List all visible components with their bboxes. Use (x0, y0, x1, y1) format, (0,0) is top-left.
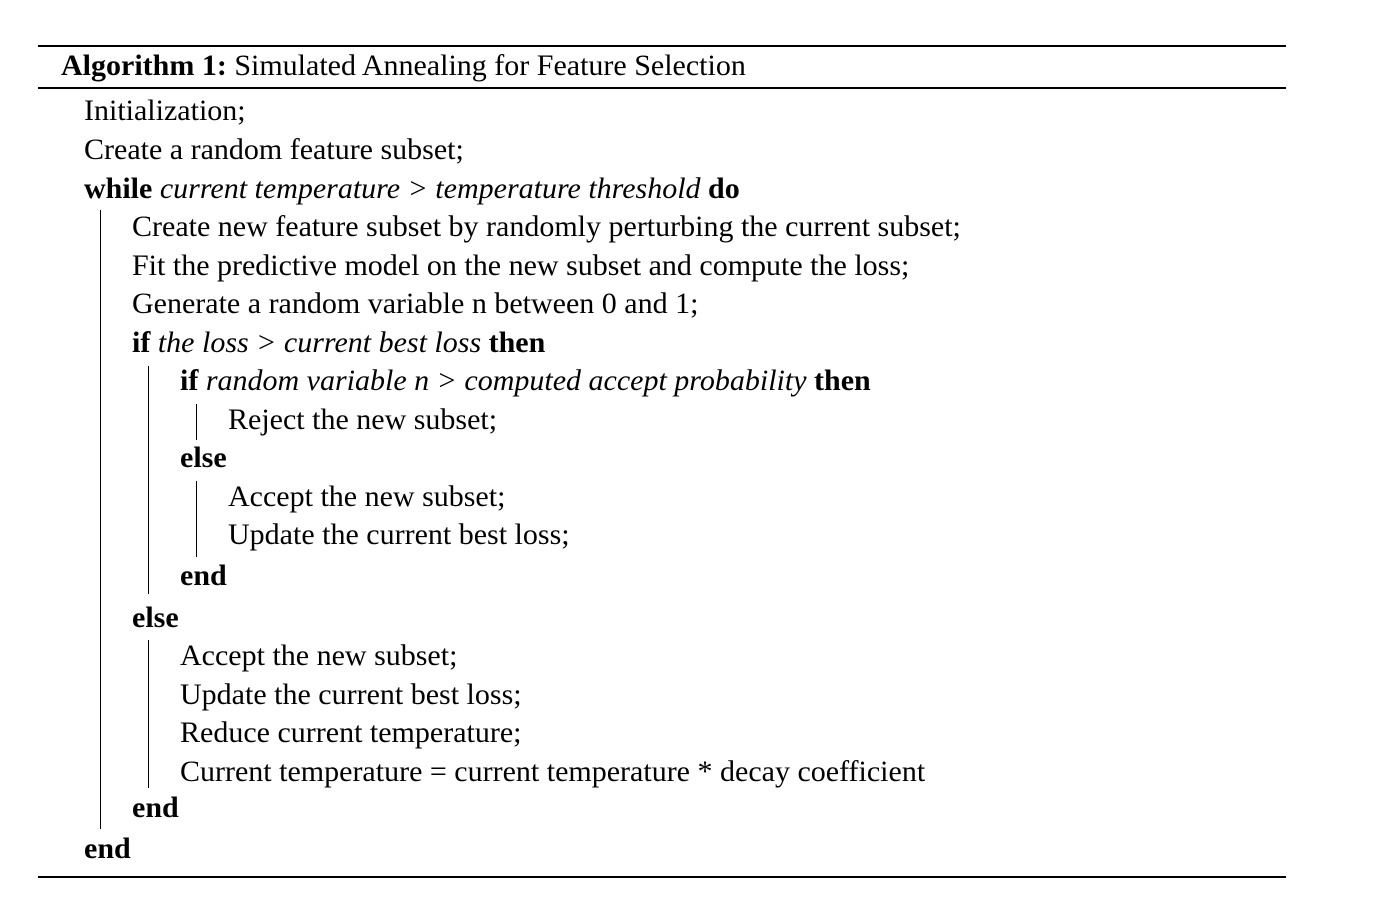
line-inner-end (180, 558, 227, 594)
if-body-bar (148, 366, 149, 594)
line-text: Initialization; (84, 94, 246, 127)
keyword-while: while (84, 172, 153, 205)
line-reduce-temperature (180, 715, 521, 751)
line-text: Update the current best loss; (180, 678, 522, 711)
keyword-then: then (488, 326, 546, 359)
line-generate-random (132, 286, 698, 322)
line-if (132, 325, 545, 361)
while-body-bar (100, 210, 101, 829)
line-text: Fit the predictive model on the new subset and compute the loss; (132, 249, 910, 282)
line-else (132, 600, 179, 636)
line-temperature-formula (180, 754, 925, 790)
line-text: Accept the new subset; (180, 639, 458, 672)
line-while (84, 171, 740, 207)
line-text: Reject the new subset; (228, 403, 498, 436)
line-reject-subset (228, 402, 497, 438)
keyword-end: end (132, 791, 179, 824)
line-accept-subset (180, 638, 457, 674)
line-accept-subset (228, 479, 505, 515)
inner-then-bar (196, 404, 197, 440)
keyword-then: then (814, 364, 871, 397)
keyword-if: if (180, 364, 199, 397)
line-text: Generate a random variable n between 0 and 1; (132, 287, 699, 320)
keyword-else: else (132, 601, 179, 634)
line-update-best-loss (228, 517, 570, 553)
line-create-new-subset (132, 209, 961, 245)
keyword-else: else (180, 441, 227, 474)
caption-rule (38, 87, 1286, 89)
line-if-end (132, 790, 179, 826)
algorithm-label: Algorithm 1: (61, 49, 227, 82)
line-while-end (84, 831, 131, 867)
keyword-end: end (84, 832, 131, 865)
line-inner-if (180, 363, 871, 399)
line-text: Create a random feature subset; (84, 133, 464, 166)
else-body-bar (148, 640, 149, 788)
line-text: Reduce current temperature; (180, 716, 522, 749)
keyword-end: end (180, 559, 227, 592)
line-fit-model (132, 248, 909, 284)
line-inner-else (180, 440, 227, 476)
line-text: Update the current best loss; (228, 518, 570, 551)
line-create-random-subset (84, 132, 464, 168)
line-initialization (84, 93, 246, 129)
inner-if-condition: random variable n > computed accept probability (205, 364, 807, 397)
bottom-rule (38, 876, 1286, 878)
if-condition: the loss > current best loss (157, 326, 482, 359)
keyword-do: do (708, 172, 740, 205)
algorithm-caption (61, 46, 746, 86)
keyword-if: if (132, 326, 151, 359)
line-update-best-loss (180, 677, 522, 713)
line-text: Current temperature = current temperature * decay coefficient (180, 755, 926, 788)
while-condition: current temperature > temperature threshold (159, 172, 701, 205)
line-text: Accept the new subset; (228, 480, 506, 513)
inner-else-bar (196, 481, 197, 557)
algorithm-title: Simulated Annealing for Feature Selection (234, 49, 746, 82)
line-text: Create new feature subset by randomly perturbing the current subset; (132, 210, 961, 243)
